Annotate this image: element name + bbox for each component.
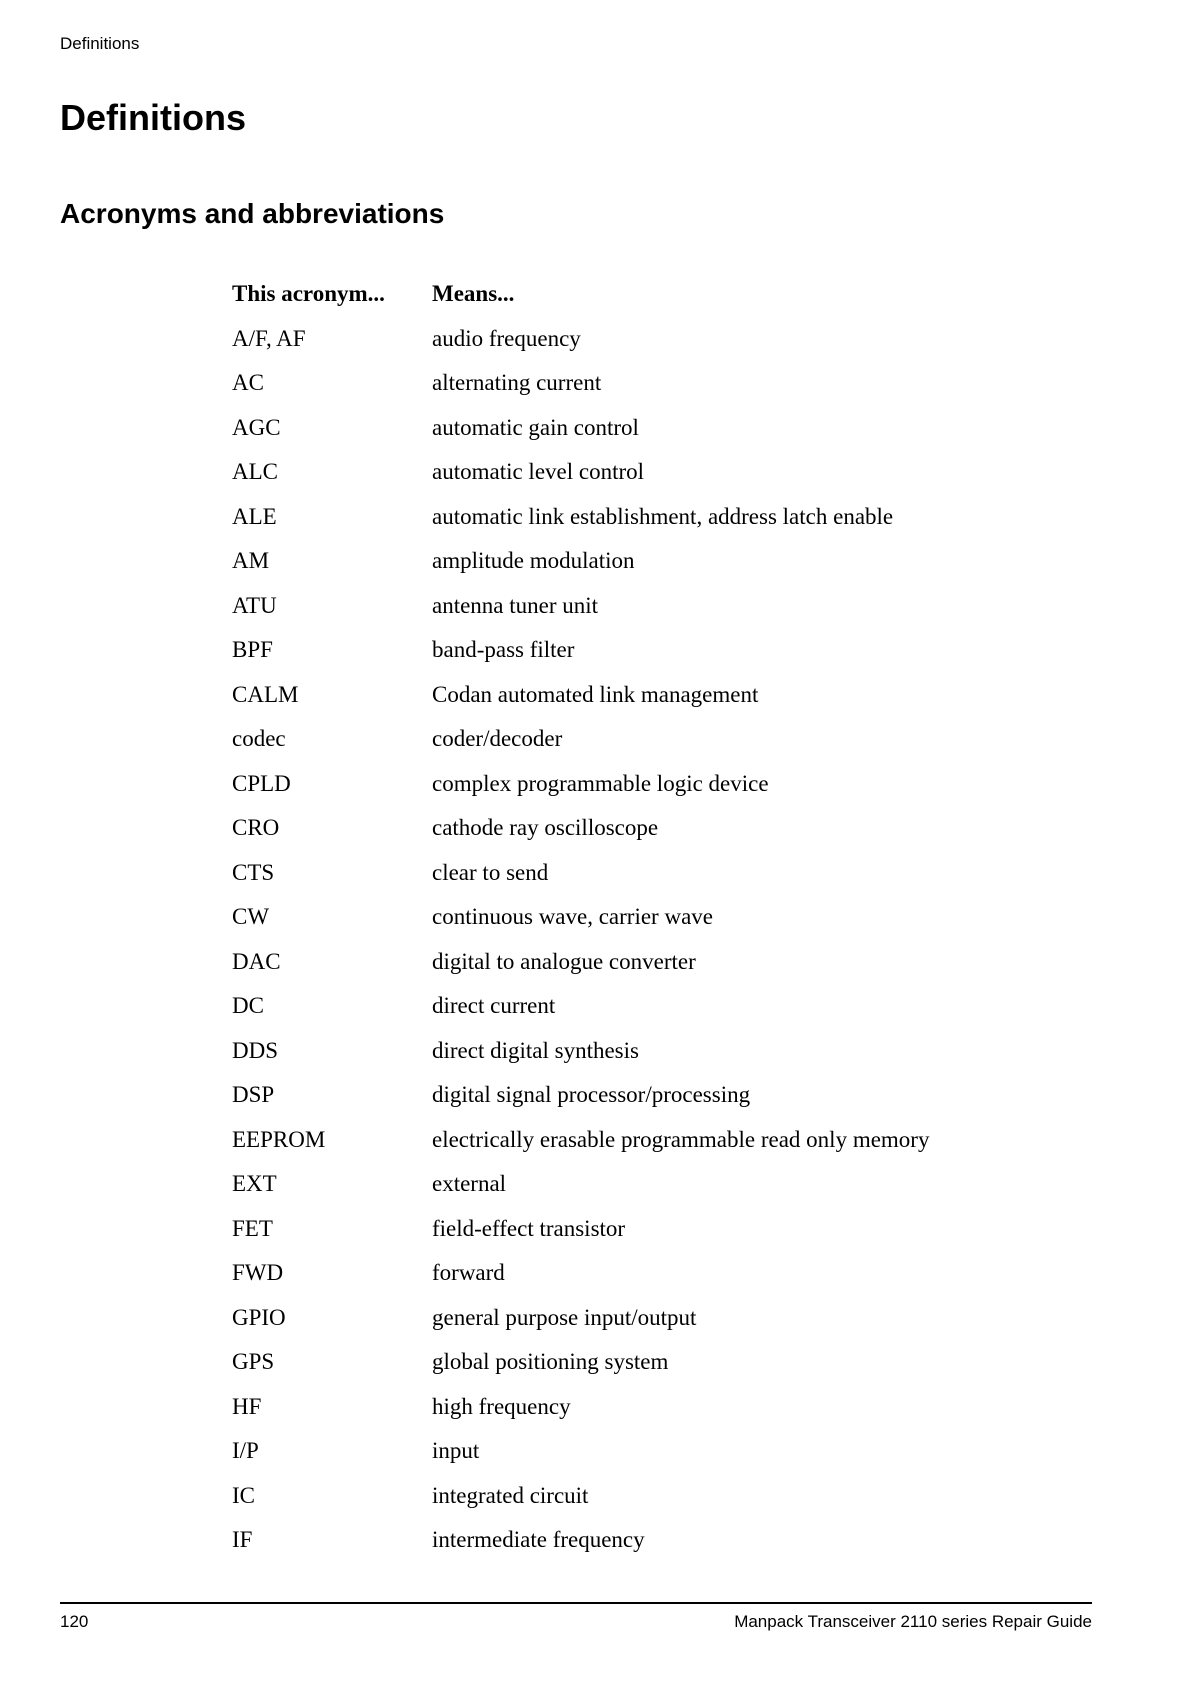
acronym-cell: GPIO (232, 1304, 286, 1330)
acronym-cell: AC (232, 370, 264, 395)
meaning-cell: continuous wave, carrier wave (432, 904, 713, 929)
document-title: Manpack Transceiver 2110 series Repair Guide (734, 1612, 1092, 1631)
acronym-cell: GPS (232, 1349, 275, 1374)
meaning-cell: audio frequency (432, 325, 581, 351)
table-row (232, 993, 929, 1038)
meaning-cell: intermediate frequency (432, 1527, 645, 1552)
table-row (232, 459, 929, 504)
table-row (232, 370, 929, 415)
meaning-cell: band-pass filter (432, 637, 575, 662)
meaning-cell: high frequency (432, 1393, 571, 1419)
page-number: 120 (60, 1612, 89, 1631)
table-row (232, 1349, 929, 1394)
table-row (232, 1305, 929, 1350)
table-row (232, 637, 929, 682)
meaning-cell: direct current (432, 993, 556, 1018)
table-row (232, 1394, 929, 1439)
table-row (232, 504, 929, 549)
acronym-cell: DAC (232, 948, 281, 974)
acronym-cell: ATU (232, 592, 277, 618)
acronym-cell: IC (232, 1482, 255, 1508)
table-row (232, 593, 929, 638)
column-header-acronym: This acronym... (232, 281, 385, 306)
table-row (232, 1038, 929, 1083)
section-title: Acronyms and abbreviations (60, 198, 445, 229)
acronym-cell: codec (232, 726, 286, 751)
table-row (232, 326, 929, 371)
acronym-cell: AM (232, 548, 270, 573)
meaning-cell: global positioning system (432, 1349, 669, 1374)
table-row (232, 1216, 929, 1261)
meaning-cell: automatic gain control (432, 414, 639, 440)
meaning-cell: coder/decoder (432, 726, 563, 751)
acronym-cell: CPLD (232, 770, 291, 796)
meaning-cell: forward (432, 1260, 505, 1285)
acronym-cell: ALE (232, 503, 277, 529)
table-row (232, 415, 929, 460)
meaning-cell: general purpose input/output (432, 1304, 697, 1330)
meaning-cell: complex programmable logic device (432, 770, 769, 796)
acronym-cell: EEPROM (232, 1126, 326, 1152)
acronym-cell: CTS (232, 859, 275, 885)
page-title: Definitions (60, 97, 246, 138)
table-row (232, 682, 929, 727)
table-row (232, 548, 929, 593)
meaning-cell: input (432, 1438, 480, 1463)
meaning-cell: digital to analogue converter (432, 948, 696, 974)
meaning-cell: integrated circuit (432, 1482, 589, 1508)
acronym-cell: CRO (232, 815, 280, 840)
table-row (232, 904, 929, 949)
acronym-cell: EXT (232, 1171, 277, 1196)
acronym-cell: DC (232, 993, 264, 1018)
table-row (232, 1483, 929, 1528)
table-body (232, 326, 929, 1572)
meaning-cell: direct digital synthesis (432, 1037, 639, 1063)
meaning-cell: clear to send (432, 859, 549, 885)
table-row (232, 860, 929, 905)
acronym-cell: CALM (232, 681, 299, 707)
acronym-cell: IF (232, 1527, 253, 1552)
acronym-cell: FET (232, 1215, 273, 1241)
meaning-cell: alternating current (432, 370, 602, 395)
table-row (232, 771, 929, 816)
table-row (232, 1171, 929, 1216)
table-row (232, 949, 929, 994)
meaning-cell: automatic link establishment, address latch enable (432, 503, 894, 529)
acronym-cell: ALC (232, 459, 278, 484)
meaning-cell: digital signal processor/processing (432, 1082, 751, 1107)
table-row (232, 1260, 929, 1305)
acronym-cell: DDS (232, 1037, 279, 1063)
meaning-cell: automatic level control (432, 459, 645, 484)
column-header-meaning: Means... (432, 281, 515, 306)
meaning-cell: field-effect transistor (432, 1215, 626, 1241)
table-header-row (232, 281, 929, 326)
table-row (232, 1527, 929, 1572)
acronym-cell: DSP (232, 1082, 275, 1107)
table-row (232, 1082, 929, 1127)
meaning-cell: cathode ray oscilloscope (432, 815, 659, 840)
running-header: Definitions (60, 34, 140, 53)
acronym-cell: FWD (232, 1260, 284, 1285)
table-row (232, 815, 929, 860)
acronym-table (232, 281, 929, 1572)
meaning-cell: external (432, 1171, 507, 1196)
acronym-cell: A/F, AF (232, 325, 306, 351)
meaning-cell: Codan automated link management (432, 681, 759, 707)
acronym-cell: BPF (232, 637, 273, 662)
acronym-cell: I/P (232, 1438, 259, 1463)
table-row (232, 1127, 929, 1172)
meaning-cell: antenna tuner unit (432, 592, 599, 618)
meaning-cell: electrically erasable programmable read only memory (432, 1126, 930, 1152)
acronym-cell: CW (232, 904, 270, 929)
acronym-cell: HF (232, 1393, 262, 1419)
footer-divider (60, 1602, 1092, 1604)
table-row (232, 726, 929, 771)
meaning-cell: amplitude modulation (432, 548, 635, 573)
table-row (232, 1438, 929, 1483)
acronym-cell: AGC (232, 414, 281, 440)
